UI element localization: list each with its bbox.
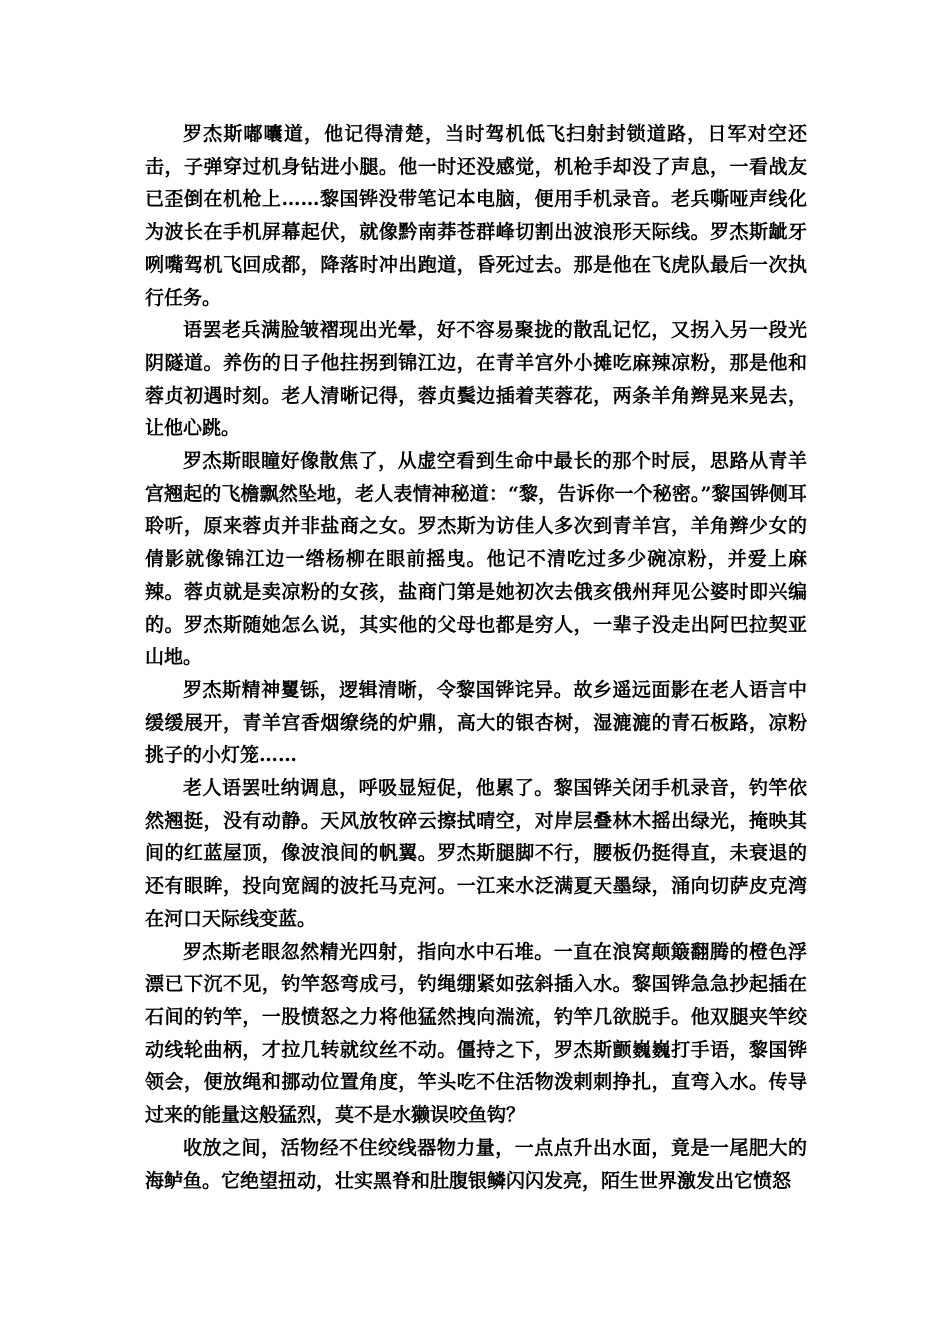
- paragraph: 老人语罢吐纳调息，呼吸显短促，他累了。黎国铧关闭手机录音，钓竿依然翘挺，没有动静。天风放牧碎云擦拭晴空，对岸层叠林木摇出绿光，掩映其间的红蓝屋顶，像波浪间的帆翼。罗杰斯腿脚不行，腰板仍挺得直，未衰退的还有眼眸，投向宽阔的波托马克河。一江来水泛满夏天墨绿，涌向切萨皮克湾在河口天际线变蓝。: [145, 777, 807, 930]
- paragraph: 语罢老兵满脸皱褶现出光晕，好不容易聚拢的散乱记忆，又拐入另一段光阴隧道。养伤的日子他拄拐到锦江边，在青羊宫外小摊吃麻辣凉粉，那是他和蓉贞初遇时刻。老人清晰记得，蓉贞鬓边插着芙蓉花，两条羊角辫晃来晃去，让他心跳。: [145, 319, 807, 440]
- paragraph: 罗杰斯眼瞳好像散焦了，从虚空看到生命中最长的那个时辰，思路从青羊宫翘起的飞檐飘然坠地，老人表情神秘道：“黎，告诉你一个秘密。”黎国铧侧耳聆听，原来蓉贞并非盐商之女。罗杰斯为访佳人多次到青羊宫，羊角辫少女的倩影就像锦江边一绺杨柳在眼前摇曳。他记不清吃过多少碗凉粉，并爱上麻辣。蓉贞就是卖凉粉的女孩，盐商门第是她初次去俄亥俄州拜见公婆时即兴编的。罗杰斯随她怎么说，其实他的父母也都是穷人，一辈子没走出阿巴拉契亚山地。: [145, 450, 807, 669]
- document-body: [145, 118, 807, 1197]
- paragraph: 罗杰斯精神矍铄，逻辑清晰，令黎国铧诧异。故乡遥远面影在老人语言中缓缓展开，青羊宫香烟缭绕的炉鼎，高大的银杏树，湿漉漉的青石板路，凉粉挑子的小灯笼……: [145, 678, 807, 767]
- paragraph: 罗杰斯嘟囔道，他记得清楚，当时驾机低飞扫射封锁道路，日军对空还击，子弹穿过机身钻进小腿。他一时还没感觉，机枪手却没了声息，一看战友已歪倒在机枪上……黎国铧没带笔记本电脑，便用手机录音。老兵嘶哑声线化为波长在手机屏幕起伏，就像黔南莽苍群峰切割出波浪形天际线。罗杰斯龇牙咧嘴驾机飞回成都，降落时冲出跑道，昏死过去。那是他在飞虎队最后一次执行任务。: [145, 123, 807, 309]
- paragraph: 收放之间，活物经不住绞线器物力量，一点点升出水面，竟是一尾肥大的海鲈鱼。它绝望扭动，壮实黑脊和肚腹银鳞闪闪发亮，陌生世界激发出它愤怒: [145, 1136, 807, 1192]
- paragraph: 罗杰斯老眼忽然精光四射，指向水中石堆。一直在浪窝颠簸翻腾的橙色浮漂已下沉不见，钓竿怒弯成弓，钓绳绷紧如弦斜插入水。黎国铧急急抄起插在石间的钓竿，一股愤怒之力将他猛然拽向湍流，钓竿几欲脱手。他双腿夹竿绞动线轮曲柄，才拉几转就纹丝不动。僵持之下，罗杰斯颤巍巍打手语，黎国铧领会，便放绳和挪动位置角度，竿头吃不住活物泼剌刺挣扎，直弯入水。传导过来的能量这般猛烈，莫不是水獭误咬鱼钩？: [145, 940, 807, 1127]
